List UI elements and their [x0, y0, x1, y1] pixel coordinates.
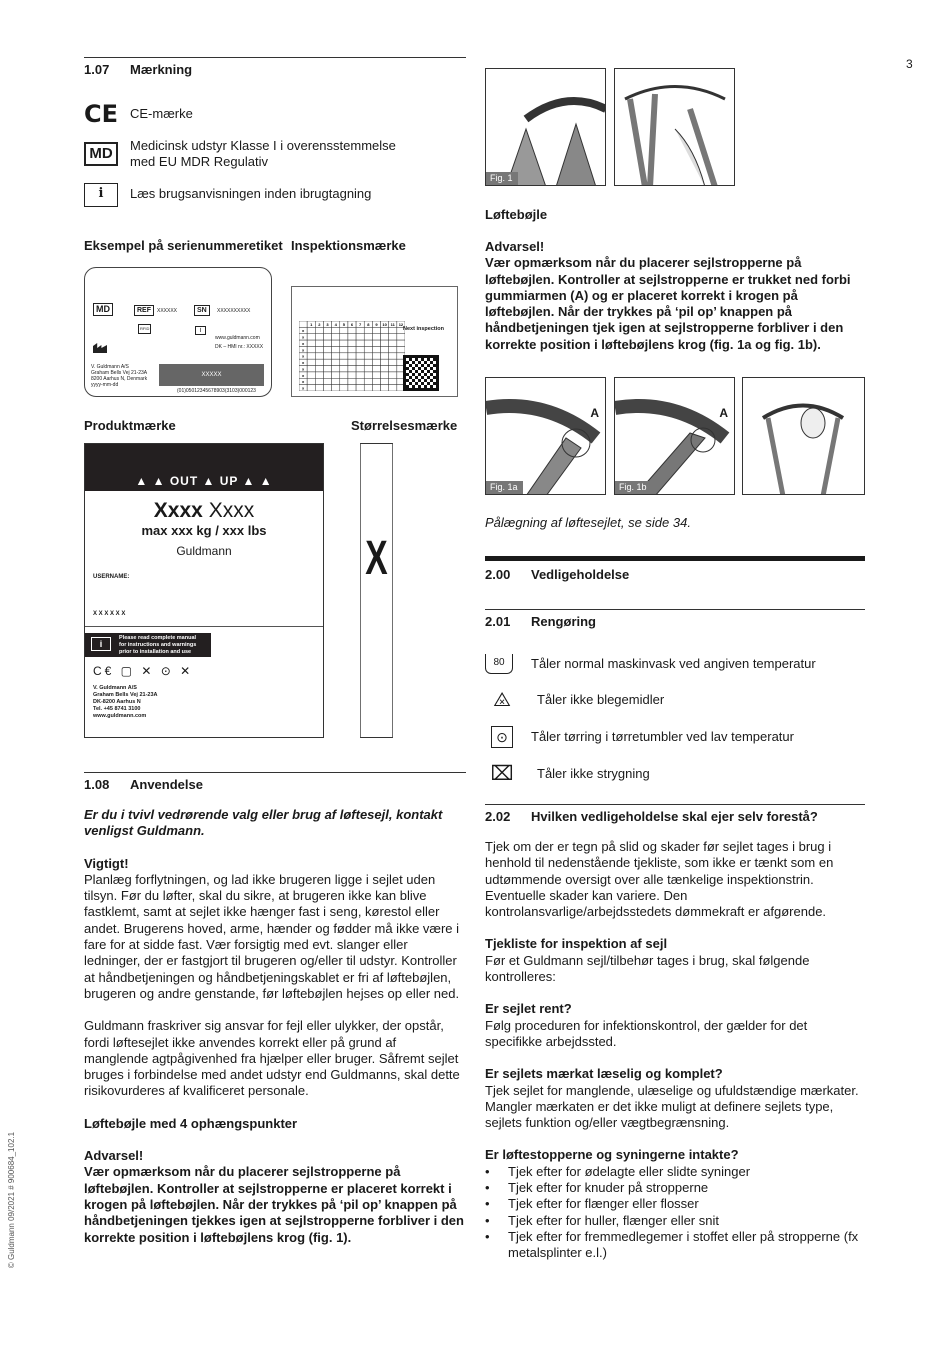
section-1-07-heading: 1.07 Mærkning	[84, 57, 466, 78]
grid-cell	[307, 334, 315, 340]
grid-cell	[356, 353, 364, 359]
grid-cell	[348, 359, 356, 365]
grid-cell	[389, 359, 397, 365]
grid-cell	[356, 359, 364, 365]
product-label: ▲ ▲ OUT ▲ UP ▲ ▲ Xxxx Xxxx max xxx kg / xxx lbs Guldmann USERNAME: X X X X X X i Please read complete manual for instructions and warnings prior to installation and use C€ ▢ ✕ ⊙ ✕ V. Guldmann A/S Graham Bells Vej 21-23A DK-8200 Aarhus N Tel. +45 8741 3100 www.guldmann.com	[84, 443, 324, 738]
symbol-md: MD Medicinsk udstyr Klasse I i overensstemmelse med EU MDR Regulativ	[84, 138, 466, 171]
grid-cell	[389, 346, 397, 352]
grid-cell	[323, 372, 331, 378]
grid-cell	[315, 346, 323, 352]
grid-cell	[389, 385, 397, 391]
grid-cell	[323, 353, 331, 359]
care-symbols: C€ ▢ ✕ ⊙ ✕	[93, 663, 194, 678]
grid-cell	[356, 372, 364, 378]
grid-cell	[356, 378, 364, 384]
grid-cell	[381, 378, 389, 384]
serial-box: XXXXX	[159, 364, 264, 386]
section-2-00-heading: 2.00 Vedligeholdelse	[485, 556, 865, 583]
grid-cell	[364, 372, 372, 378]
grid-cell	[364, 327, 372, 333]
grid-cell	[323, 346, 331, 352]
grid-cell	[364, 378, 372, 384]
grid-label: x	[301, 385, 305, 391]
grid-cell	[323, 378, 331, 384]
grid-label: 10	[382, 321, 387, 327]
manufacturer-icon	[93, 343, 107, 353]
grid-cell	[340, 340, 348, 346]
inspection-checklist	[485, 1164, 863, 1262]
grid-cell	[315, 366, 323, 372]
grid-label: 5	[342, 321, 345, 327]
care-item: ⨻ Tåler ikke blegemidler	[485, 688, 865, 712]
care-item: ⌧ Tåler ikke strygning	[485, 762, 865, 786]
instructions-icon: i	[195, 326, 206, 335]
grid-cell	[348, 334, 356, 340]
grid-label: x	[301, 366, 305, 372]
inspection-label-heading: Inspektionsmærke	[291, 238, 406, 253]
grid-cell	[372, 378, 380, 384]
figure-1-left: Fig. 1	[485, 68, 606, 186]
md-icon: MD	[84, 142, 118, 166]
list-item: • Tjek efter for knuder på stropperne	[485, 1180, 863, 1196]
warning-box: i Please read complete manual for instructions and warnings prior to installation and use	[85, 633, 211, 657]
grid-cell	[332, 353, 340, 359]
grid-cell	[315, 334, 323, 340]
page-reference: Pålægning af løftesejlet, se side 34.	[485, 515, 691, 530]
symbol-ce: CE CE-mærke	[84, 99, 193, 128]
grid-cell	[348, 346, 356, 352]
list-item: • Tjek efter for huller, flænger eller snit	[485, 1213, 863, 1229]
grid-cell	[323, 385, 331, 391]
grid-cell	[315, 372, 323, 378]
grid-label: x	[301, 372, 305, 378]
grid-label: 4	[334, 321, 337, 327]
grid-cell	[307, 366, 315, 372]
grid-cell	[307, 385, 315, 391]
ce-mark-icon: CE	[84, 99, 119, 128]
grid-cell	[348, 366, 356, 372]
grid-cell	[364, 334, 372, 340]
grid-cell	[340, 366, 348, 372]
grid-cell	[381, 334, 389, 340]
grid-label: x	[301, 334, 305, 340]
section-1-08-body: Er du i tvivl vedrørende valg eller brug af løftesejl, kontakt venligst Guldmann. Vigtigt! Planlæg forflytningen, og lad ikke brugeren ligge i sejlet uden tilsyn. Før du løfter, skal du sikre, at brugeren ikke kan blive fastklemt, samt at sejlet ikke hænger fast i seng, kørestol eller andet. Brugerens hoved, arme, hænder og fødder må ikke være i fare for at sidde fast. Vær forsigtig med evt. slanger eller ledninger, der er fastgjort til brugeren og/eller til udstyr. Kontroller at håndbetjeningen og håndbetjeningskablet er fri af løftebøjlen, brugeren og andre genstande, før løftebøjlen hejses op eller ned. Guldmann fraskriver sig ansvar for fejl eller ulykker, der opstår, fordi løftesejlet ikke anvendes korrekt eller på grund af manglende agtpågivenhed fra hjælper eller bruger. Såfremt sejlet bruges i forbindelse med andet udstyr end Guldmanns, skal dette risikovurderes af kvalificeret personale. Løftebøjle med 4 ophængspunkter Advarsel! Vær opmærksom når du placerer sejlstropperne på løftebøjlen. Kontroller at sejlstropperne er placeret korrekt i krogen på løftebøjlen. Når der trykkes på ‘pil op’ knappen på håndbetjeningen tjekkes igen at sejlstropperne forbliver i den korrekte position i løftebøjlens krog (fig. 1).	[84, 807, 464, 1245]
grid-label: 12	[398, 321, 404, 327]
grid-label: 9	[375, 321, 378, 327]
grid-label: 2	[318, 321, 321, 327]
section-2-02-heading: 2.02 Hvilken vedligeholdelse skal ejer selv forestå?	[485, 804, 865, 825]
grid-cell	[315, 385, 323, 391]
grid-cell	[307, 378, 315, 384]
grid-cell	[348, 327, 356, 333]
grid-cell	[323, 327, 331, 333]
grid-cell	[389, 378, 397, 384]
qr-code	[403, 355, 439, 391]
grid-label: x	[301, 328, 305, 334]
list-item: • Tjek efter for flænger eller flosser	[485, 1196, 863, 1212]
grid-cell	[372, 334, 380, 340]
inspection-grid	[299, 321, 405, 391]
tumble-dry-low-icon: ⊙	[491, 726, 513, 748]
grid-cell	[307, 353, 315, 359]
grid-cell	[332, 327, 340, 333]
grid-cell	[381, 340, 389, 346]
instructions-icon: i	[84, 183, 118, 207]
grid-cell	[389, 334, 397, 340]
grid-cell	[381, 346, 389, 352]
serial-number-label: MD REF XXXXXX SN XXXXXXXXXX RFID i www.guldmann.com DK – HMI nr.: XXXXX V. Guldmann A/S Graham Bells Vej 21-23A 8200 Aarhus N, Denmark yyyy-mm-dd XXXXX (01)05012345678903(3103)000123	[84, 267, 272, 397]
grid-cell	[356, 334, 364, 340]
grid-cell	[315, 327, 323, 333]
inspection-label: 1 2 3 4 5 6 7 8 9 10 11 12 x x x x x x x x x x Next inspection	[291, 286, 458, 397]
grid-cell	[307, 346, 315, 352]
grid-cell	[381, 327, 389, 333]
lift-bar-heading: Løftebøjle	[485, 207, 548, 222]
serial-label-heading: Eksempel på serienummeretiket	[84, 238, 283, 253]
care-item: 80 Tåler normal maskinvask ved angiven temperatur	[485, 654, 865, 674]
grid-cell	[315, 378, 323, 384]
grid-cell	[348, 385, 356, 391]
grid-cell	[307, 372, 315, 378]
grid-cell	[307, 340, 315, 346]
grid-cell	[372, 346, 380, 352]
grid-cell	[389, 372, 397, 378]
grid-cell	[299, 321, 307, 327]
wash-80-icon: 80	[485, 654, 513, 674]
grid-cell	[340, 359, 348, 365]
grid-cell	[348, 353, 356, 359]
grid-cell	[364, 353, 372, 359]
grid-cell	[356, 366, 364, 372]
product-label-heading: Produktmærke	[84, 418, 176, 433]
grid-label: x	[301, 347, 305, 353]
grid-cell	[364, 359, 372, 365]
grid-cell	[372, 366, 380, 372]
grid-label: 11	[390, 321, 395, 327]
grid-cell	[340, 385, 348, 391]
grid-cell	[389, 340, 397, 346]
grid-cell	[340, 353, 348, 359]
grid-cell	[389, 366, 397, 372]
grid-cell	[332, 366, 340, 372]
grid-cell	[356, 385, 364, 391]
rfid-icon: RFID	[138, 324, 151, 334]
grid-cell	[332, 378, 340, 384]
grid-cell	[323, 366, 331, 372]
lift-bar-warning: Advarsel! Vær opmærksom når du placerer sejlstropperne på løftebøjlen. Kontroller at sejlstropperne er trukket ned forbi gummiarmen (A) og er placeret korrekt i krogen på løftebøjlen. Når der trykkes på ‘pil op’ knappen på håndbetjeningen tjek igen at sejlstropperne forbliver i den korrekte position i løftebøjlens krog (fig. 1a og fig. 1b).	[485, 239, 851, 352]
figure-1a: A Fig. 1a	[485, 377, 606, 495]
grid-cell	[381, 372, 389, 378]
size-label: X	[360, 443, 393, 738]
grid-cell	[340, 334, 348, 340]
grid-cell	[372, 359, 380, 365]
grid-cell	[356, 340, 364, 346]
footer-copyright: © Guldmann 09/2021 # 900684_102.1	[6, 1131, 16, 1269]
grid-cell	[323, 340, 331, 346]
grid-cell	[323, 359, 331, 365]
grid-label: x	[301, 340, 305, 346]
grid-cell	[381, 353, 389, 359]
grid-label: x	[301, 360, 305, 366]
grid-cell	[307, 327, 315, 333]
grid-cell	[332, 346, 340, 352]
grid-cell	[332, 359, 340, 365]
grid-cell	[315, 340, 323, 346]
grid-cell	[372, 385, 380, 391]
grid-cell	[323, 334, 331, 340]
size-label-heading: Størrelsesmærke	[351, 418, 458, 433]
grid-cell	[389, 353, 397, 359]
grid-cell	[340, 327, 348, 333]
list-item: • Tjek efter for fremmedlegemer i stoffet eller på stropperne (fx metalsplinter e.l.)	[485, 1229, 863, 1262]
grid-cell	[348, 340, 356, 346]
grid-cell	[340, 378, 348, 384]
no-iron-icon: ⌧	[490, 762, 514, 785]
grid-cell	[332, 334, 340, 340]
product-label-address: V. Guldmann A/S Graham Bells Vej 21-23A DK-8200 Aarhus N Tel. +45 8741 3100 www.guldmann.com	[93, 685, 158, 720]
section-2-02-body: Tjek om der er tegn på slid og skader før sejlet tages i brug i henhold til nedenstående tjekliste, som ikke er tænkt som en udtømmende oversigt over alle tænkelige inspektionstrin. Eventuelle skader kan variere. Den kontrolansvarlige/arbejdsstedets dømmekraft er afgørende. Tjekliste for inspektion af sejl Før et Guldmann sejl/tilbehør tages i brug, skal følgende kontrolleres: Er sejlet rent? Følg proceduren for infektionskontrol, der gælder for det specifikke arbejdssted. Er sejlets mærkat læselig og komplet? Tjek sejlet for manglende, ulæselige og ufuldstændige mærkater. Mangler mærkaten er det ikke muligt at definere sejlets type, sejlets funktion og/eller vægtbegrænsning. Er løftestopperne og syningerne intakte? • Tjek efter for ødelagte eller slidte syninger • Tjek efter for knuder på stropperne • Tjek efter for flænger eller flosser • Tjek efter for huller, flænger eller snit • Tjek efter for fremmedlegemer i stoffet eller på stropperne (fx metalsplinter e.l.)	[485, 839, 863, 1262]
grid-cell	[372, 327, 380, 333]
grid-label: 1	[310, 321, 313, 327]
marking-symbols	[84, 99, 466, 219]
no-bleach-icon: ⨻	[493, 688, 511, 711]
grid-cell	[356, 346, 364, 352]
figure-1b: A Fig. 1b	[614, 377, 735, 495]
grid-cell	[340, 346, 348, 352]
care-item: ⊙ Tåler tørring i tørretumbler ved lav temperatur	[485, 726, 865, 748]
grid-cell	[348, 372, 356, 378]
grid-cell	[372, 372, 380, 378]
grid-cell	[381, 366, 389, 372]
grid-cell	[348, 378, 356, 384]
page-number: 3	[906, 57, 913, 71]
figure-1-right	[614, 68, 735, 186]
grid-cell	[381, 385, 389, 391]
grid-cell	[315, 359, 323, 365]
manufacturer-address: V. Guldmann A/S Graham Bells Vej 21-23A 8200 Aarhus N, Denmark yyyy-mm-dd	[91, 364, 148, 388]
grid-cell	[340, 372, 348, 378]
list-item: • Tjek efter for ødelagte eller slidte syninger	[485, 1164, 863, 1180]
grid-cell	[364, 340, 372, 346]
grid-cell	[307, 359, 315, 365]
grid-cell	[332, 372, 340, 378]
grid-label: 3	[326, 321, 329, 327]
grid-label: x	[301, 353, 305, 359]
grid-cell	[372, 353, 380, 359]
grid-cell	[364, 366, 372, 372]
grid-cell	[372, 340, 380, 346]
figure-sling	[742, 377, 865, 495]
grid-cell	[389, 327, 397, 333]
grid-label: 6	[350, 321, 354, 327]
grid-label: 8	[367, 321, 370, 327]
grid-cell	[332, 385, 340, 391]
section-2-01-heading: 2.01 Rengøring	[485, 609, 865, 630]
grid-label: x	[301, 379, 305, 385]
grid-cell	[332, 340, 340, 346]
grid-label: 7	[359, 321, 362, 327]
grid-cell	[381, 359, 389, 365]
grid-cell	[397, 340, 405, 346]
grid-cell	[397, 346, 405, 352]
grid-cell	[364, 385, 372, 391]
grid-cell	[364, 346, 372, 352]
section-1-08-heading: 1.08 Anvendelse	[84, 772, 466, 793]
care-list	[485, 654, 865, 798]
grid-cell	[315, 353, 323, 359]
grid-cell	[356, 327, 364, 333]
symbol-instructions: i Læs brugsanvisningen inden ibrugtagning	[84, 183, 466, 207]
